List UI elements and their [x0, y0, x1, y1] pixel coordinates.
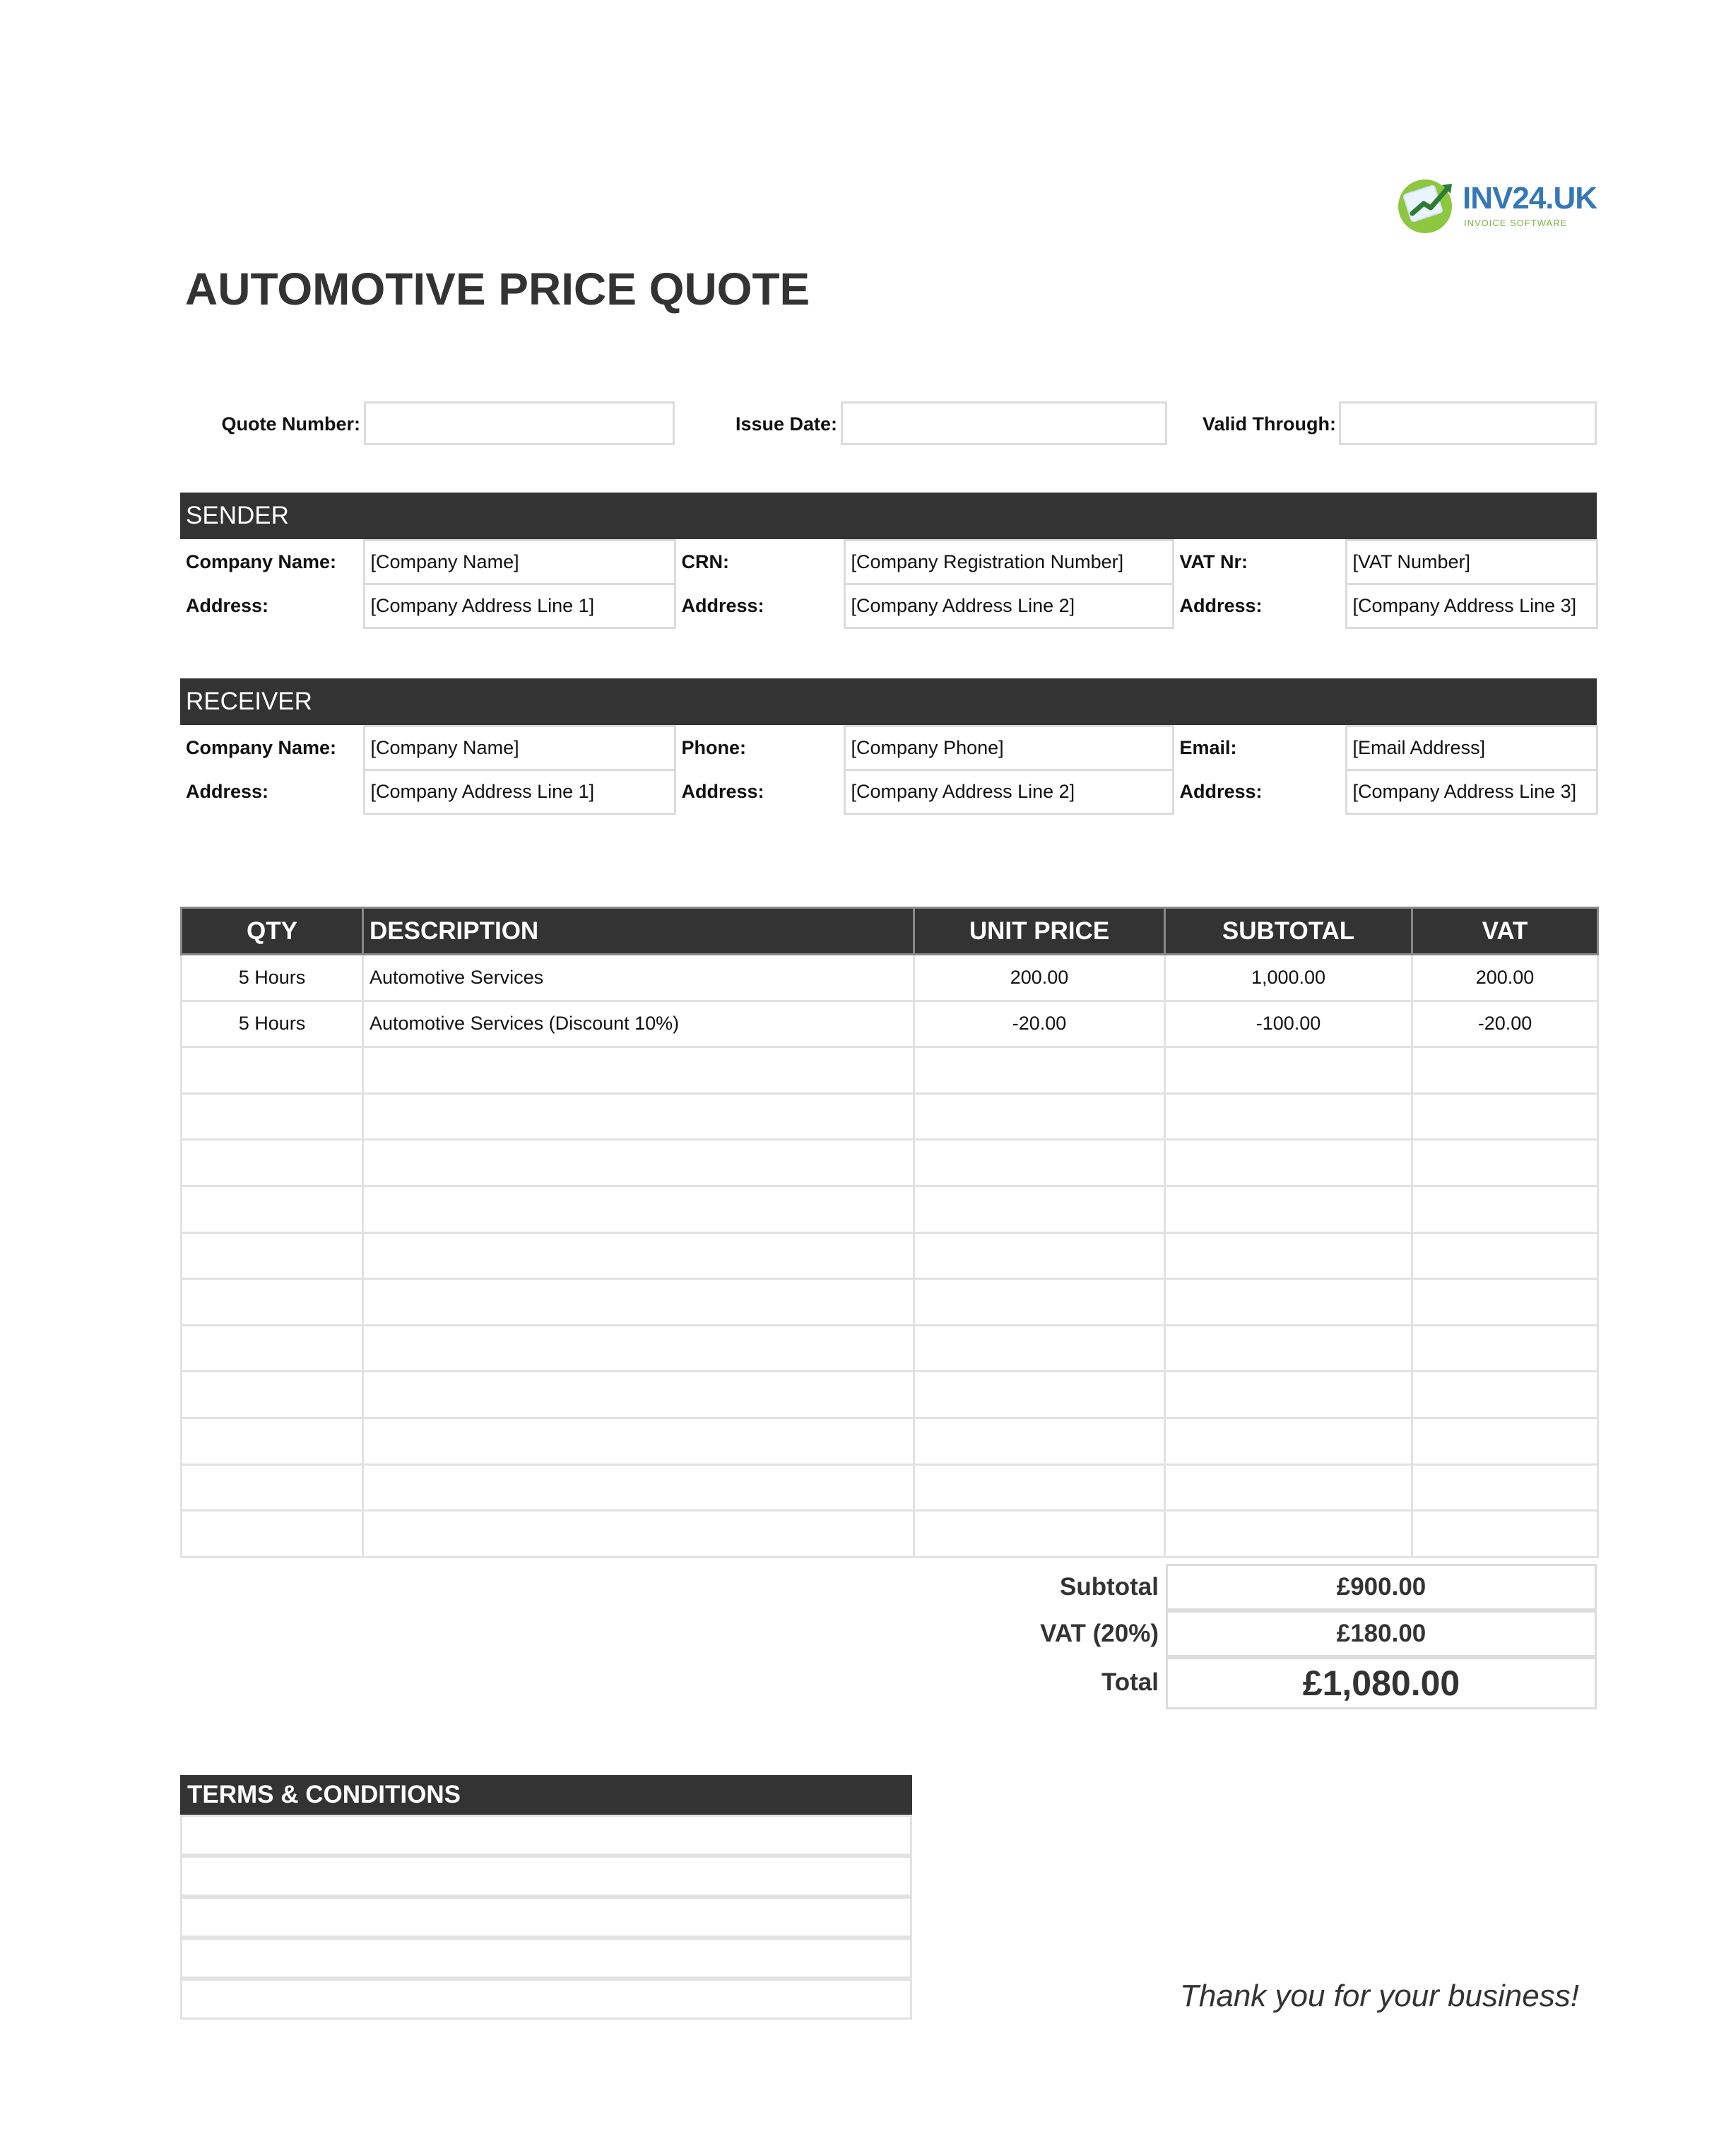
item-vat[interactable]: [1412, 1232, 1598, 1279]
item-subtotal[interactable]: [1165, 1140, 1412, 1186]
item-description[interactable]: Automotive Services: [363, 955, 914, 1001]
item-qty[interactable]: [182, 1464, 363, 1511]
receiver-address2-field[interactable]: [Company Address Line 2]: [844, 770, 1173, 814]
item-qty[interactable]: [182, 1418, 363, 1464]
sender-address1-field[interactable]: [Company Address Line 1]: [364, 584, 675, 628]
terms-line[interactable]: [180, 1856, 912, 1897]
receiver-phone-field[interactable]: [Company Phone]: [844, 726, 1173, 770]
table-row: [182, 1464, 1598, 1511]
table-row: [182, 1325, 1598, 1372]
table-row: [182, 1418, 1598, 1464]
item-qty[interactable]: [182, 1140, 363, 1186]
receiver-table: [180, 725, 1598, 815]
item-unit-price[interactable]: [914, 1372, 1165, 1418]
item-description[interactable]: [363, 1279, 914, 1326]
item-qty[interactable]: [182, 1279, 363, 1326]
item-qty[interactable]: [182, 1232, 363, 1279]
sender-heading: SENDER: [180, 493, 1597, 539]
item-qty[interactable]: [182, 1093, 363, 1140]
item-vat[interactable]: [1412, 1418, 1598, 1464]
receiver-company-name-label: Company Name:: [186, 737, 337, 758]
receiver-company-name-field[interactable]: [Company Name]: [364, 726, 675, 770]
line-items-table: [180, 907, 1599, 1558]
item-vat[interactable]: [1412, 1464, 1598, 1511]
vat-total-value: £180.00: [1166, 1610, 1597, 1657]
item-description[interactable]: [363, 1093, 914, 1140]
item-description[interactable]: [363, 1372, 914, 1418]
line-items-header: [182, 908, 1598, 955]
item-qty[interactable]: 5 Hours: [182, 955, 363, 1001]
issue-date-field[interactable]: [841, 401, 1167, 445]
item-description[interactable]: [363, 1511, 914, 1557]
sender-address3-field[interactable]: [Company Address Line 3]: [1346, 584, 1597, 628]
table-row: [182, 1140, 1598, 1186]
receiver-row: [180, 770, 1597, 814]
item-unit-price[interactable]: 200.00: [914, 955, 1165, 1001]
receiver-address1-field[interactable]: [Company Address Line 1]: [364, 770, 675, 814]
terms-line[interactable]: [180, 1815, 912, 1856]
item-description[interactable]: [363, 1325, 914, 1372]
col-header-vat: VAT: [1412, 908, 1598, 955]
item-vat[interactable]: [1412, 1093, 1598, 1140]
sender-crn-field[interactable]: [Company Registration Number]: [844, 541, 1173, 584]
logo-wordmark: INV24.UK: [1463, 181, 1597, 216]
item-subtotal[interactable]: [1165, 1232, 1412, 1279]
sender-vat-label: VAT Nr:: [1179, 551, 1248, 572]
col-header-description: DESCRIPTION: [363, 908, 914, 955]
table-row: [182, 1372, 1598, 1418]
receiver-row: [180, 726, 1597, 770]
item-description[interactable]: [363, 1418, 914, 1464]
receiver-address3-field[interactable]: [Company Address Line 3]: [1346, 770, 1597, 814]
item-unit-price[interactable]: [914, 1464, 1165, 1511]
sender-row: [180, 584, 1597, 628]
sender-crn-label: CRN:: [681, 551, 729, 572]
item-unit-price[interactable]: [914, 1047, 1165, 1094]
sender-row: [180, 541, 1597, 584]
terms-line[interactable]: [180, 1938, 912, 1979]
table-row: [182, 1186, 1598, 1232]
item-subtotal[interactable]: 1,000.00: [1165, 955, 1412, 1001]
sender-company-name-label: Company Name:: [186, 551, 337, 572]
item-qty[interactable]: [182, 1047, 363, 1094]
sender-address3-label: Address:: [1179, 595, 1263, 616]
item-description[interactable]: [363, 1232, 914, 1279]
vat-total-label: VAT (20%): [1040, 1620, 1159, 1647]
item-subtotal[interactable]: [1165, 1511, 1412, 1557]
item-qty[interactable]: [182, 1186, 363, 1232]
receiver-address3-label: Address:: [1179, 781, 1263, 802]
terms-line[interactable]: [180, 1897, 912, 1938]
item-vat[interactable]: [1412, 1186, 1598, 1232]
item-subtotal[interactable]: [1165, 1186, 1412, 1232]
item-qty[interactable]: [182, 1372, 363, 1418]
item-unit-price[interactable]: [914, 1325, 1165, 1372]
receiver-address2-label: Address:: [681, 781, 764, 802]
receiver-email-field[interactable]: [Email Address]: [1346, 726, 1597, 770]
item-subtotal[interactable]: [1165, 1464, 1412, 1511]
item-description[interactable]: [363, 1047, 914, 1094]
item-vat[interactable]: [1412, 1279, 1598, 1326]
thank-you-note: Thank you for your business!: [1180, 1979, 1579, 2013]
subtotal-label: Subtotal: [1060, 1573, 1159, 1601]
item-description[interactable]: [363, 1186, 914, 1232]
item-unit-price[interactable]: [914, 1418, 1165, 1464]
valid-through-label: Valid Through:: [1203, 413, 1336, 435]
item-vat[interactable]: [1412, 1047, 1598, 1094]
item-unit-price[interactable]: [914, 1186, 1165, 1232]
subtotal-value: £900.00: [1166, 1564, 1597, 1610]
item-vat[interactable]: [1412, 1325, 1598, 1372]
table-row: [182, 1511, 1598, 1557]
table-row: [182, 1001, 1598, 1047]
item-subtotal[interactable]: [1165, 1047, 1412, 1094]
table-row: [182, 1232, 1598, 1279]
sender-vat-field[interactable]: [VAT Number]: [1346, 541, 1597, 584]
quote-number-field[interactable]: [364, 401, 675, 445]
grand-total-value: £1,080.00: [1166, 1657, 1597, 1709]
item-qty[interactable]: [182, 1325, 363, 1372]
logo-tagline: INVOICE SOFTWARE: [1464, 218, 1568, 228]
col-header-subtotal: SUBTOTAL: [1165, 908, 1412, 955]
item-description[interactable]: [363, 1140, 914, 1186]
item-unit-price[interactable]: [914, 1140, 1165, 1186]
item-vat[interactable]: [1412, 1511, 1598, 1557]
item-vat[interactable]: [1412, 1140, 1598, 1186]
receiver-heading: RECEIVER: [180, 678, 1597, 725]
sender-address2-field[interactable]: [Company Address Line 2]: [844, 584, 1173, 628]
col-header-qty: QTY: [182, 908, 363, 955]
item-vat[interactable]: 200.00: [1412, 955, 1598, 1001]
item-unit-price[interactable]: [914, 1511, 1165, 1557]
col-header-unit-price: UNIT PRICE: [914, 908, 1165, 955]
table-row: [182, 1047, 1598, 1094]
table-row: [182, 1279, 1598, 1326]
item-subtotal[interactable]: [1165, 1093, 1412, 1140]
receiver-address1-label: Address:: [186, 781, 269, 802]
item-description[interactable]: [363, 1464, 914, 1511]
logo-badge-icon: [1395, 172, 1460, 237]
sender-address1-label: Address:: [186, 595, 269, 616]
table-row: [182, 1093, 1598, 1140]
item-unit-price[interactable]: [914, 1279, 1165, 1326]
item-subtotal[interactable]: [1165, 1325, 1412, 1372]
receiver-phone-label: Phone:: [681, 737, 746, 758]
receiver-email-label: Email:: [1179, 737, 1237, 758]
item-unit-price[interactable]: [914, 1232, 1165, 1279]
table-row: [182, 955, 1598, 1001]
terms-heading: TERMS & CONDITIONS: [180, 1775, 912, 1815]
item-unit-price[interactable]: [914, 1093, 1165, 1140]
grand-total-label: Total: [1101, 1668, 1159, 1696]
sender-table: [180, 539, 1598, 629]
item-subtotal[interactable]: [1165, 1418, 1412, 1464]
item-unit-price[interactable]: -20.00: [914, 1001, 1165, 1047]
issue-date-label: Issue Date:: [735, 413, 837, 435]
sender-company-name-field[interactable]: [Company Name]: [364, 541, 675, 584]
valid-through-field[interactable]: [1339, 401, 1597, 445]
item-vat[interactable]: -20.00: [1412, 1001, 1598, 1047]
item-qty[interactable]: [182, 1511, 363, 1557]
quote-number-label: Quote Number:: [221, 413, 360, 435]
terms-line[interactable]: [180, 1979, 912, 2020]
company-logo: [1395, 170, 1597, 240]
item-subtotal[interactable]: [1165, 1372, 1412, 1418]
page-title: AUTOMOTIVE PRICE QUOTE: [185, 264, 810, 314]
item-qty[interactable]: 5 Hours: [182, 1001, 363, 1047]
sender-address2-label: Address:: [681, 595, 764, 616]
item-subtotal[interactable]: [1165, 1279, 1412, 1326]
item-vat[interactable]: [1412, 1372, 1598, 1418]
item-description[interactable]: Automotive Services (Discount 10%): [363, 1001, 914, 1047]
item-subtotal[interactable]: -100.00: [1165, 1001, 1412, 1047]
